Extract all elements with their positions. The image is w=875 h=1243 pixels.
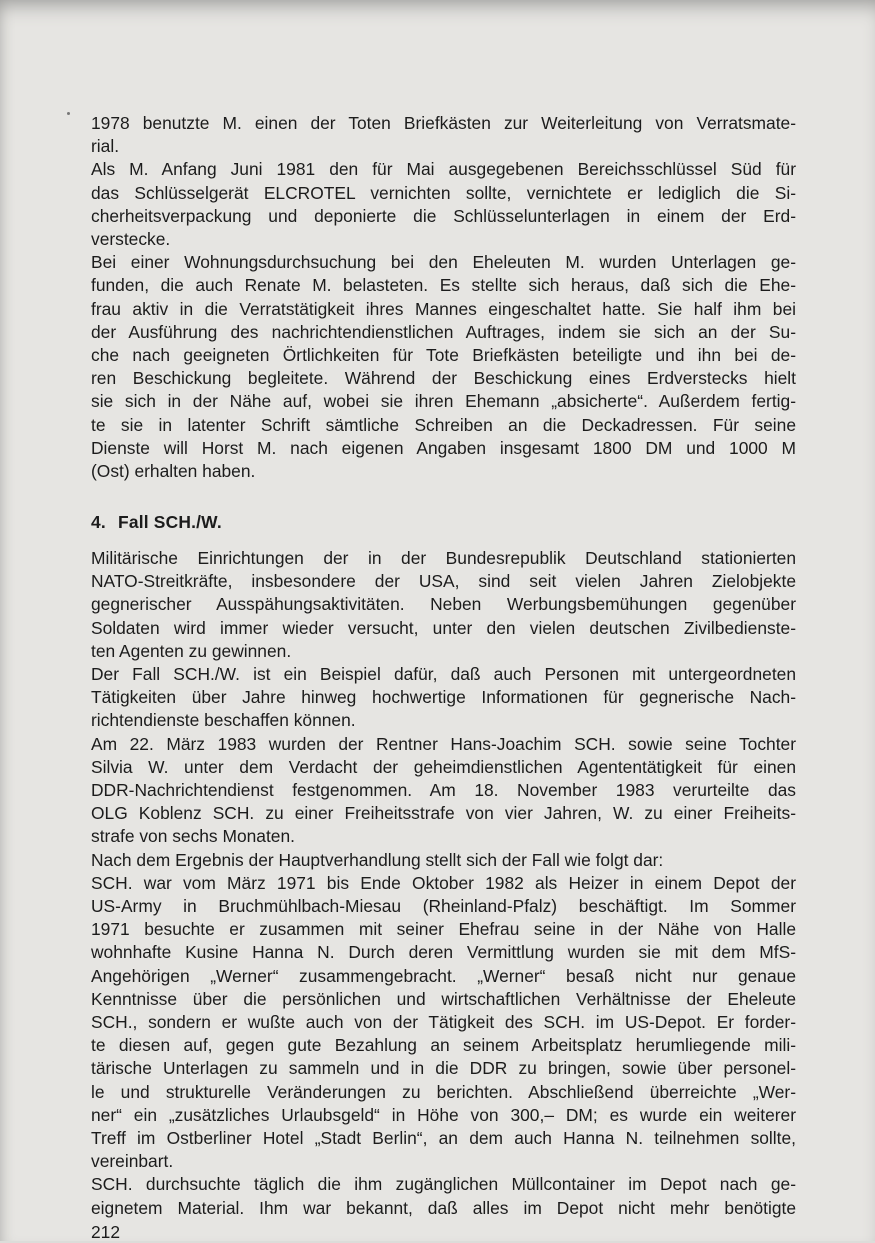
- text-line: 1971 besuchte er zusammen mit seiner Ehefrau seine in der Nähe von Halle: [91, 919, 796, 940]
- text-line: verstecke.: [91, 229, 171, 250]
- text-line: Als M. Anfang Juni 1981 den für Mai ausgegebenen Bereichsschlüssel Süd für: [91, 159, 796, 180]
- text-line: funden, die auch Renate M. belasteten. Es stellte sich heraus, daß sich die Ehe-: [91, 275, 796, 296]
- text-line: Angehörigen „Werner“ zusammengebracht. „Werner“ besaß nicht nur genaue: [91, 965, 796, 986]
- text-line: le und strukturelle Veränderungen zu berichten. Abschließend überreichte „Wer-: [91, 1081, 796, 1102]
- text-line: SCH. war vom März 1971 bis Ende Oktober 1982 als Heizer in einem Depot der: [91, 872, 796, 893]
- text-line: Nach dem Ergebnis der Hauptverhandlung stellt sich der Fall wie folgt dar:: [91, 849, 664, 870]
- text-line: wohnhafte Kusine Hanna N. Durch deren Vermittlung wurden sie mit dem MfS-: [91, 942, 796, 963]
- text-line: Dienste will Horst M. nach eigenen Angaben insgesamt 1800 DM und 1000 M: [91, 437, 796, 458]
- text-line: Kenntnisse über die persönlichen und wirtschaftlichen Verhältnisse der Eheleute: [91, 988, 796, 1009]
- text-line: Silvia W. unter dem Verdacht der geheimdienstlichen Agententätigkeit für einen: [91, 756, 796, 777]
- page-number: 212: [91, 1222, 121, 1242]
- text-line: cherheitsverpackung und deponierte die Schlüsselunterlagen in einem der Erd-: [91, 205, 796, 226]
- section-heading: [91, 512, 222, 533]
- text-line: Tätigkeiten über Jahre hinweg hochwertige Informationen für gegnerische Nach-: [91, 687, 796, 708]
- text-line: Bei einer Wohnungsdurchsuchung bei den Eheleuten M. wurden Unterlagen ge-: [91, 252, 796, 273]
- text-line: ren Beschickung begleitete. Während der Beschickung eines Erdverstecks hielt: [91, 368, 796, 389]
- text-line: OLG Koblenz SCH. zu einer Freiheitsstrafe von vier Jahren, W. zu einer Freiheits-: [91, 803, 796, 824]
- text-line: te sie in latenter Schrift sämtliche Schreiben an die Deckadressen. Für seine: [91, 414, 796, 435]
- text-line: 1978 benutzte M. einen der Toten Briefkästen zur Weiterleitung von Verratsmate-: [91, 113, 796, 133]
- text-line: vereinbart.: [91, 1151, 174, 1172]
- text-line: che nach geeigneten Örtlichkeiten für Tote Briefkästen beteiligte und ihn bei de-: [91, 345, 796, 366]
- text-line: richtendienste beschaffen können.: [91, 710, 356, 731]
- text-line: US-Army in Bruchmühlbach-Miesau (Rheinland-Pfalz) beschäftigt. Im Sommer: [91, 896, 796, 917]
- text-line: DDR-Nachrichtendienst festgenommen. Am 18. November 1983 verurteilte das: [91, 780, 796, 801]
- text-line: Militärische Einrichtungen der in der Bundesrepublik Deutschland stationierten: [91, 548, 796, 568]
- text-line: das Schlüsselgerät ELCROTEL vernichten sollte, vernichtete er lediglich die Si-: [91, 182, 796, 203]
- text-line: NATO-Streitkräfte, insbesondere der USA, sind seit vielen Jahren Zielobjekte: [91, 571, 796, 592]
- text-line: (Ost) erhalten haben.: [91, 461, 256, 482]
- scan-speck: [67, 112, 70, 115]
- text-line: SCH., sondern er wußte auch von der Tätigkeit des SCH. im US-Depot. Er forder-: [91, 1012, 796, 1033]
- text-line: ten Agenten zu gewinnen.: [91, 640, 292, 661]
- section-number: 4.: [91, 512, 106, 532]
- text-line: Treff im Ostberliner Hotel „Stadt Berlin“, an dem auch Hanna N. teilnehmen sollte,: [91, 1128, 796, 1149]
- text-line: sie sich in der Nähe auf, wobei sie ihren Ehemann „absicherte“. Außerdem fertig-: [91, 391, 796, 412]
- text-line: gegnerischer Ausspähungsaktivitäten. Neben Werbungsbemühungen gegenüber: [91, 594, 796, 615]
- section-title: Fall SCH./W.: [118, 512, 222, 532]
- text-line: tärische Unterlagen zu sammeln und in die DDR zu bringen, sowie über personel-: [91, 1058, 796, 1079]
- text-line: rial.: [91, 136, 120, 157]
- text-line: eignetem Material. Ihm war bekannt, daß alles im Depot nicht mehr benötigte: [91, 1197, 796, 1218]
- text-line: frau aktiv in die Verratstätigkeit ihres Mannes eingeschaltet hatte. Sie half ihm bei: [91, 298, 796, 319]
- text-line: te diesen auf, gegen gute Bezahlung an seinem Arbeitsplatz herumliegende mili-: [91, 1035, 796, 1056]
- text-line: Der Fall SCH./W. ist ein Beispiel dafür, daß auch Personen mit untergeordneten: [91, 664, 796, 685]
- paragraph-top: [91, 112, 796, 483]
- text-line: Am 22. März 1983 wurden der Rentner Hans-Joachim SCH. sowie seine Tochter: [91, 733, 796, 754]
- text-line: strafe von sechs Monaten.: [91, 826, 295, 847]
- text-line: ner“ ein „zusätzliches Urlaubsgeld“ in Höhe von 300,– DM; es wurde ein weiterer: [91, 1104, 796, 1125]
- text-line: der Ausführung des nachrichtendienstlichen Auftrages, indem sie sich an der Su-: [91, 321, 796, 342]
- text-line: Soldaten wird immer wieder versucht, unter den vielen deutschen Zivilbedienste-: [91, 617, 796, 638]
- paragraph-main: [91, 547, 796, 1220]
- text-line: SCH. durchsuchte täglich die ihm zugänglichen Müllcontainer im Depot nach ge-: [91, 1174, 796, 1195]
